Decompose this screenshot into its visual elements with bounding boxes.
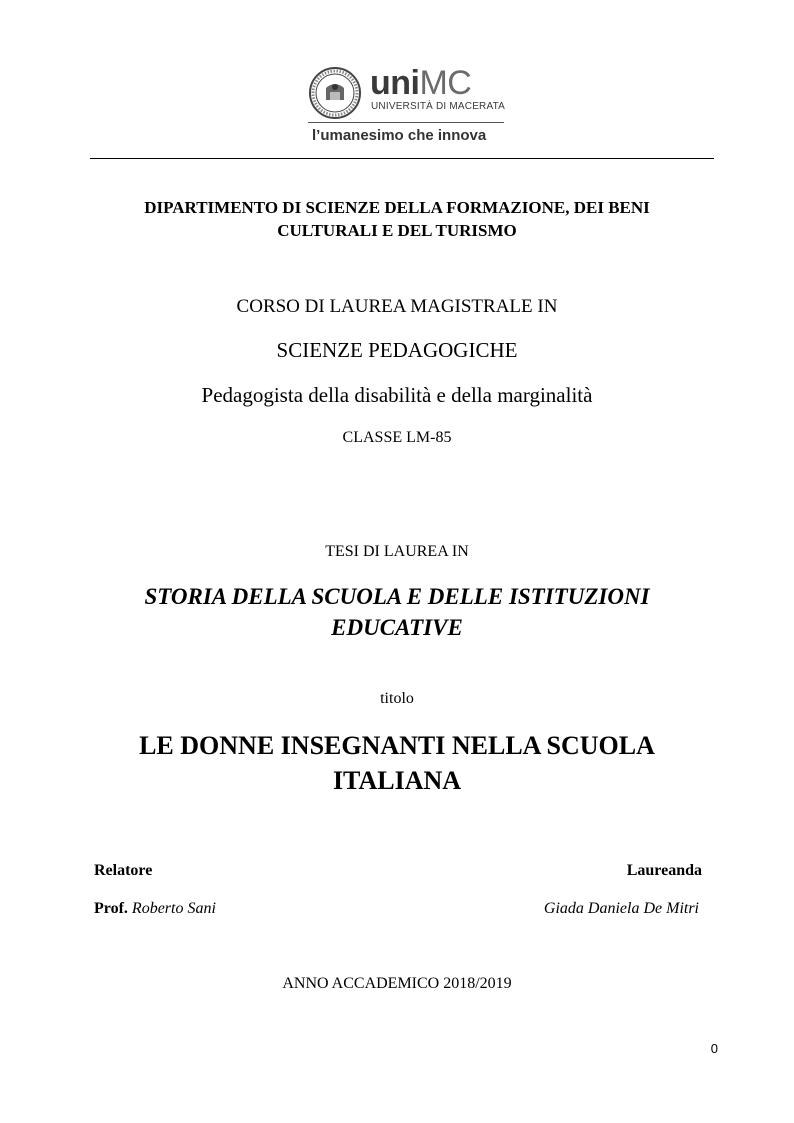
university-logo xyxy=(308,66,508,146)
logo-subtitle: UNIVERSITÀ DI MACERATA xyxy=(371,101,506,112)
thesis-subject xyxy=(0,581,794,643)
thesis-title xyxy=(0,728,794,798)
title-label: titolo xyxy=(380,690,414,707)
thesis-subject-line-1: STORIA DELLA SCUOLA E DELLE ISTITUZIONI xyxy=(144,584,650,609)
course-label: CORSO DI LAUREA MAGISTRALE IN xyxy=(236,296,558,317)
thesis-subject-line-2: EDUCATIVE xyxy=(331,615,463,640)
page-number: 0 xyxy=(710,1041,718,1056)
department-heading xyxy=(0,196,794,242)
academic-year: ANNO ACCADEMICO 2018/2019 xyxy=(282,975,512,992)
course-name: SCIENZE PEDAGOGICHE xyxy=(276,338,518,362)
thesis-label: TESI DI LAUREA IN xyxy=(325,543,469,560)
header-divider xyxy=(90,158,714,159)
course-curriculum: Pedagogista della disabilità e della marginalità xyxy=(201,383,593,407)
supervisor-name xyxy=(94,900,216,918)
department-line-2: CULTURALI E DEL TURISMO xyxy=(277,221,517,240)
supervisor-title: Prof. xyxy=(94,900,128,917)
logo-wordmark: uniMC xyxy=(370,64,472,102)
course-class: CLASSE LM-85 xyxy=(342,429,452,446)
candidate-name: Giada Daniela De Mitri xyxy=(543,900,699,917)
university-seal-icon xyxy=(308,66,362,120)
thesis-title-line-2: ITALIANA xyxy=(332,766,462,795)
supervisor-label: Relatore xyxy=(94,862,153,879)
department-line-1: DIPARTIMENTO DI SCIENZE DELLA FORMAZIONE, DEI BENI xyxy=(144,198,650,217)
candidate-label: Laureanda xyxy=(626,862,702,879)
supervisor-name-text: Roberto Sani xyxy=(131,900,216,917)
logo-motto: l’umanesimo che innova xyxy=(312,127,487,144)
thesis-title-line-1: LE DONNE INSEGNANTI NELLA SCUOLA xyxy=(139,731,655,760)
logo-divider xyxy=(308,122,504,123)
